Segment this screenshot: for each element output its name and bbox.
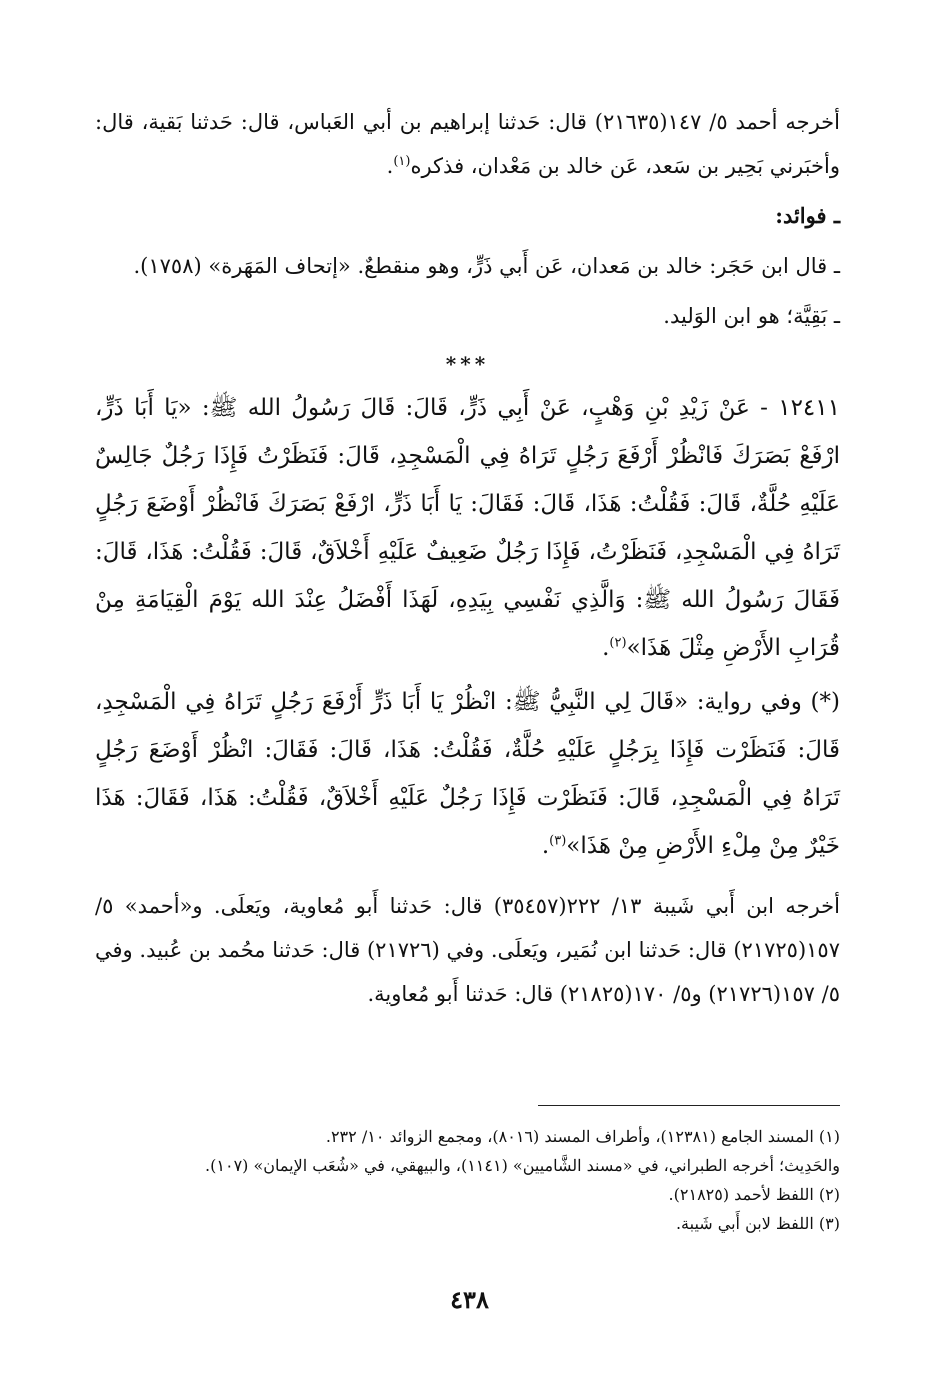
paragraph-tail: . [386, 154, 394, 178]
fawaid-item-2: ـ بَقِيَّة؛ هو ابن الوَليد. [663, 304, 840, 328]
footnote-3: (٣) اللفظ لابن أَبي شَيبة. [675, 1214, 840, 1233]
section-separator: *** [445, 352, 490, 376]
fawaid-item-1: ـ قال ابن حَجَر: خالد بن مَعدان، عَن أَبي ذَرٍّ، وهو منقطعٌ. «إتحاف المَهَرة» (١٧٥٨). [133, 254, 840, 278]
page-body [95, 100, 840, 1016]
riwaya-body: (*) وفي رواية: «قَالَ لِي النَّبِيُّ ﷺ: انْظُرْ يَا أَبَا ذَرٍّ أَرْفَعَ رَجُلٍ تَرَاهُ فِي الْمَسْجِدِ، قَالَ: فَنَظَرْت فَإِذَا بِرَجُلٍ عَلَيْهِ حُلَّةٌ، فَقُلْتُ: هَذَا، قَالَ: فَقَالَ: انْظُرْ أَوْضَعَ رَجُلٍ تَرَاهُ فِي الْمَسْجِدِ، قَالَ: فَنَظَرْت فَإِذَا رَجُلٌ عَلَيْهِ أَخْلاَقٌ، فَقُلْتُ: هَذَا، فَقَالَ: هَذَا خَيْرٌ مِنْ مِلْءِ الأَرْضِ مِنْ هَذَا» [95, 689, 840, 859]
footnote-marker[interactable]: (٢) [609, 635, 627, 651]
footnote-1: (١) المسند الجامع (١٢٣٨١)، وأطراف المسند (٨٠١٦)، ومجمع الزوائد ١٠/ ٢٣٢. [325, 1127, 840, 1146]
takhrij-paragraph-1 [95, 100, 840, 188]
hadith-number: ١٢٤١١ - [760, 395, 840, 421]
footnotes [95, 1122, 840, 1238]
footnote-divider [538, 1105, 840, 1106]
hadith-text [95, 384, 840, 672]
paragraph-text: أخرجه أحمد ٥/ ١٤٧(٢١٦٣٥) قال: حَدثنا إبراهيم بن أبي العَباس، قال: حَدثنا بَقية، قال: وأخبَرني بَحِير بن سَعد، عَن خالد بن مَعْدان، فذكره [95, 110, 840, 178]
riwaya-text [95, 678, 840, 870]
footnote-2: (٢) اللفظ لأحمد (٢١٨٢٥). [668, 1185, 840, 1204]
fawaid-heading: ـ فوائد: [775, 203, 840, 228]
hadith-tail: . [602, 635, 610, 661]
footnote-marker[interactable]: (٣) [549, 833, 567, 849]
riwaya-tail: . [541, 833, 550, 859]
takhrij-paragraph-2: أخرجه ابن أَبي شَيبة ١٣/ ٢٢٢(٣٥٤٥٧) قال: حَدثنا أَبو مُعاوية، ويَعلَى. و«أحمد» ٥/ ١٥٧(٢١٧٢٥) قال: حَدثنا ابن نُمَير، ويَعلَى. وفي (٢١٧٢٦) قال: حَدثنا محُمد بن عُبيد. وفي ٥/ ١٥٧(٢١٧٢٦) و٥/ ١٧٠(٢١٨٢٥) قال: حَدثنا أَبو مُعاوية. [95, 894, 840, 1006]
footnote-1-continued: والحَدِيث؛ أخرجه الطبراني، في «مسند الشَّاميين» (١١٤١)، والبيهقي، في «شُعَب الإيمان» (١٠٧). [205, 1156, 840, 1175]
hadith-body: عَنْ زَيْدِ بْنِ وَهْبٍ، عَنْ أَبِي ذَرٍّ، قَالَ: قَالَ رَسُولُ الله ﷺ: «يَا أَبَا ذَرٍّ، ارْفَعْ بَصَرَكَ فَانْظُرْ أَرْفَعَ رَجُلٍ تَرَاهُ فِي الْمَسْجِدِ، قَالَ: فَنَظَرْتُ فَإِذَا رَجُلٌ جَالِسٌ عَلَيْهِ حُلَّةٌ، قَالَ: فَقُلْتُ: هَذَا، قَالَ: فَقَالَ: يَا أَبَا ذَرٍّ، ارْفَعْ بَصَرَكَ فَانْظُرْ أَوْضَعَ رَجُلٍ تَرَاهُ فِي الْمَسْجِدِ، فَنَظَرْتُ، فَإِذَا رَجُلٌ ضَعِيفٌ عَلَيْهِ أَخْلاَقٌ، قَالَ: فَقُلْتُ: هَذَا، قَالَ: فَقَالَ رَسُولُ الله ﷺ: وَالَّذِي نَفْسِي بِيَدِهِ، لَهَذَا أَفْضَلُ عِنْدَ الله يَوْمَ الْقِيَامَةِ مِنْ قُرَابِ الأَرْضِ مِثْلَ هَذَا» [95, 395, 840, 661]
footnote-marker[interactable]: (١) [393, 154, 411, 169]
page-number: ٤٣٨ [450, 1285, 489, 1314]
